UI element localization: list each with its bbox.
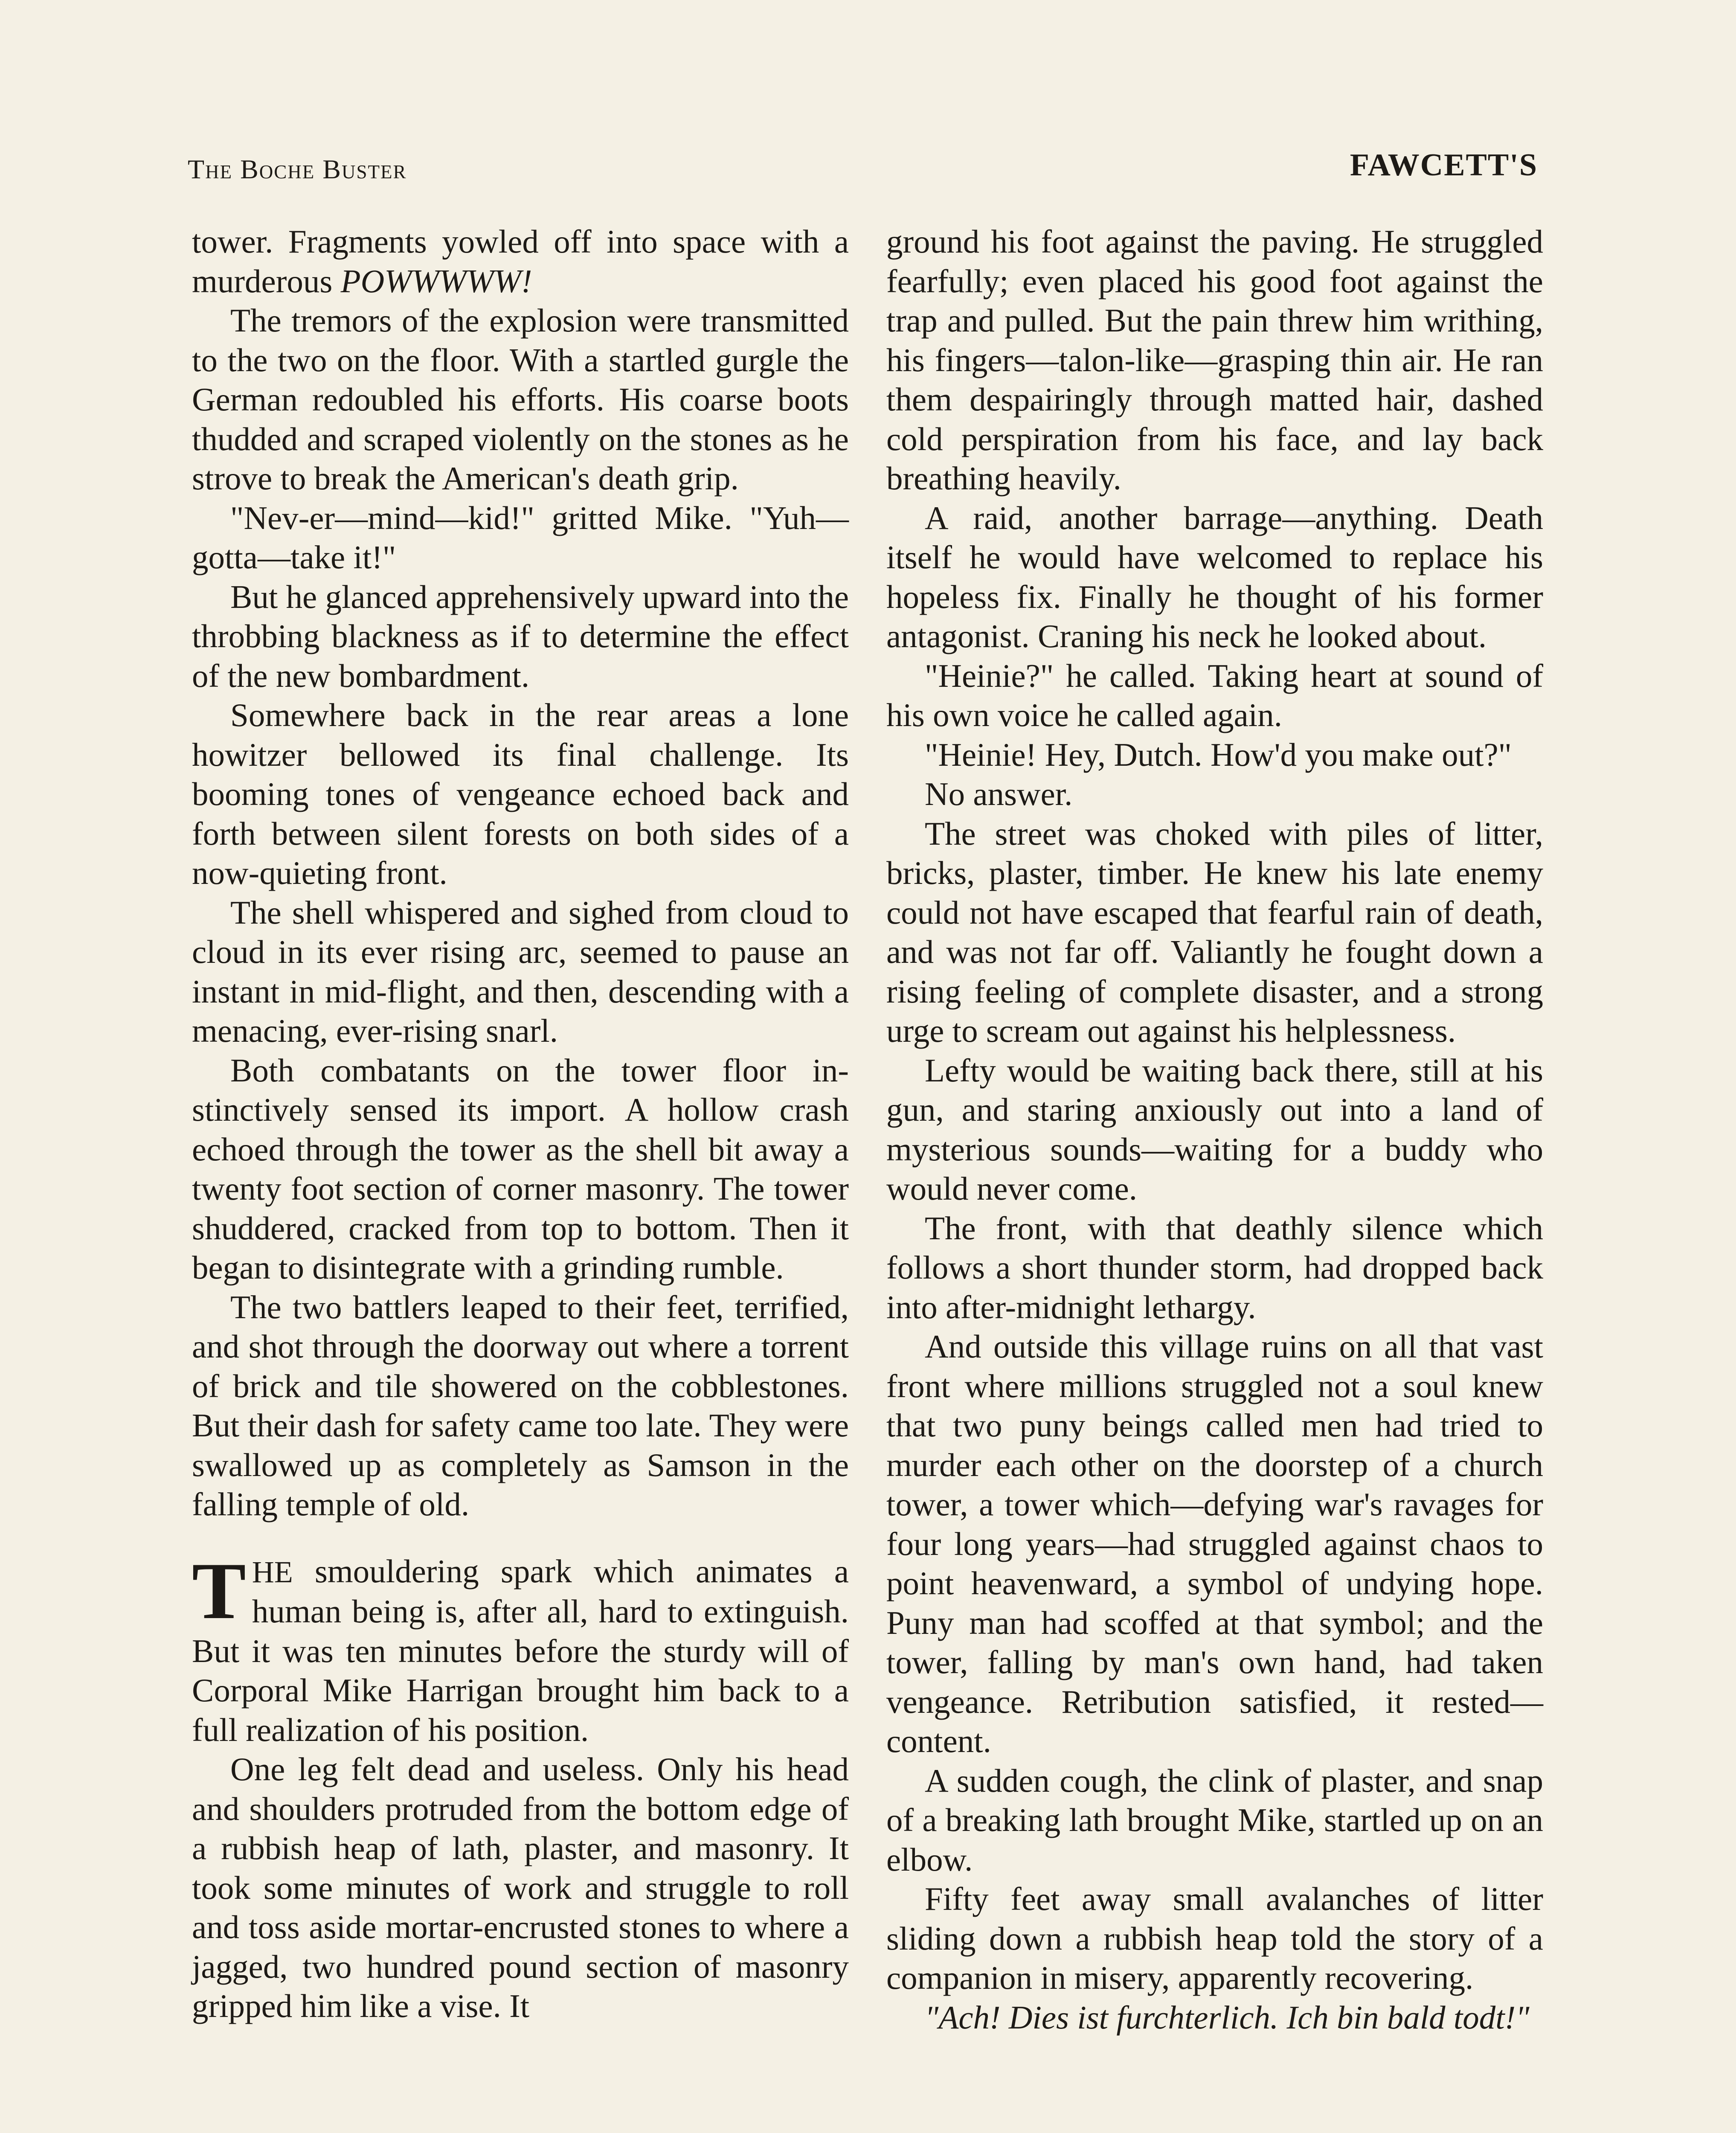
- paragraph: Fifty feet away small avalanches of litter sliding down a rubbish heap told the story of a companion in misery, apparently recovering.: [886, 1880, 1543, 1996]
- german-quote-paragraph: "Ach! Dies ist furchterlich. Ich bin bald todt!": [925, 1999, 1530, 2036]
- paragraph: "Heinie! Hey, Dutch. How'd you make out?": [925, 736, 1512, 773]
- paragraph-text: smouldering spark which animates a human being is, after all, hard to extinguish. But it was ten minutes before the sturdy will of Corporal Mike Harrigan brought him back to a full realization of his position.: [192, 1552, 849, 1748]
- paragraph: [192, 222, 849, 301]
- running-head-story-title: The Boche Buster: [188, 154, 407, 184]
- paragraph: And outside this village ruins on all that vast front where millions struggled not a soul knew that two puny beings called men had tried to murder each other on the doorstep of a church tower, a tower which—defying war's ravages for four long years—had struggled against chaos to point heavenward, a symbol of undying hope. Puny man had scoffed at that symbol; and the tower, falling by man's own hand, had taken vengeance. Retribution satisfied, it rested—content.: [886, 1328, 1543, 1759]
- paragraph: The front, with that deathly silence which follows a short thunder storm, had dropped back into after-midnight lethargy.: [886, 1209, 1543, 1325]
- text-column-right: [886, 222, 1543, 2037]
- text-column-left: [192, 222, 849, 2026]
- paragraph: A sudden cough, the clink of plaster, and snap of a breaking lath brought Mike, startled up on an elbow.: [886, 1762, 1543, 1878]
- paragraph: One leg felt dead and useless. Only his head and shoulders protruded from the bottom edge of a rubbish heap of lath, plaster, and masonry. It took some minutes of work and struggle to roll and toss aside mortar-encrusted stones to where a jagged, two hundred pound section of masonry gripped him like a vise. It: [192, 1751, 849, 2024]
- paragraph: "Nev-er—mind—kid!" gritted Mike. "Yuh—gotta—take it!": [192, 499, 849, 575]
- drop-cap: T: [192, 1546, 246, 1636]
- paragraph: The tremors of the explosion were transmitted to the two on the floor. With a startled gurgle the German redoubled his efforts. His coarse boots thudded and scraped violently on the stones as he strove to break the American's death grip.: [192, 302, 849, 497]
- paragraph: The street was choked with piles of litter, bricks, plaster, timber. He knew his late enemy could not have escaped that fearful rain of death, and was not far off. Valiantly he fought down a rising feeling of complete disaster, and a strong urge to scream out against his helplessness.: [886, 815, 1543, 1049]
- paragraph: Somewhere back in the rear areas a lone howitzer bellowed its final challenge. Its booming tones of vengeance echoed back and forth between silent forests on both sides of a now-quieting front.: [192, 697, 849, 891]
- paragraph: "Heinie?" he called. Taking heart at sound of his own voice he called again.: [886, 657, 1543, 733]
- paragraph: No answer.: [925, 776, 1073, 812]
- paragraph: The two battlers leaped to their feet, terrified, and shot through the doorway out where a torrent of brick and tile showered on the cobblestones. But their dash for safety came too late. They were swallowed up as completely as Samson in the falling temple of old.: [192, 1288, 849, 1523]
- paragraph-text: tower. Fragments yowled off into space with a murderous: [192, 223, 849, 299]
- small-caps-lead: HE: [252, 1555, 293, 1589]
- paragraph: The shell whispered and sighed from cloud to cloud in its ever rising arc, seemed to pause an instant in mid-flight, and then, descending with a menacing, ever-rising snarl.: [192, 894, 849, 1049]
- emphasized-text: POWWWWW!: [340, 262, 532, 299]
- paragraph: Lefty would be waiting back there, still at his gun, and staring anxiously out into a land of mysterious sounds—waiting for a buddy who would never come.: [886, 1052, 1543, 1207]
- paragraph: ground his foot against the paving. He struggled fearfully; even placed his good foot against the trap and pulled. But the pain threw him writhing, his fingers—talon-like—grasping thin air. He ran them despairingly through matted hair, dashed cold perspiration from his face, and lay back breathing heavily.: [886, 223, 1543, 497]
- paragraph: Both combatants on the tower floor instinctively sensed its import. A hollow crash echoed through the tower as the shell bit away a twenty foot section of corner masonry. The tower shuddered, cracked from top to bottom. Then it began to disintegrate with a grinding rumble.: [192, 1052, 849, 1286]
- paragraph: A raid, another barrage—anything. Death itself he would have welcomed to replace his hopeless fix. Finally he thought of his former antagonist. Craning his neck he looked about.: [886, 499, 1543, 654]
- section-opening-paragraph: [192, 1546, 849, 1750]
- paragraph: But he glanced apprehensively upward into the throbbing blackness as if to determine the effect of the new bombardment.: [192, 578, 849, 694]
- running-head-magazine-title: FAWCETT'S: [1350, 148, 1538, 183]
